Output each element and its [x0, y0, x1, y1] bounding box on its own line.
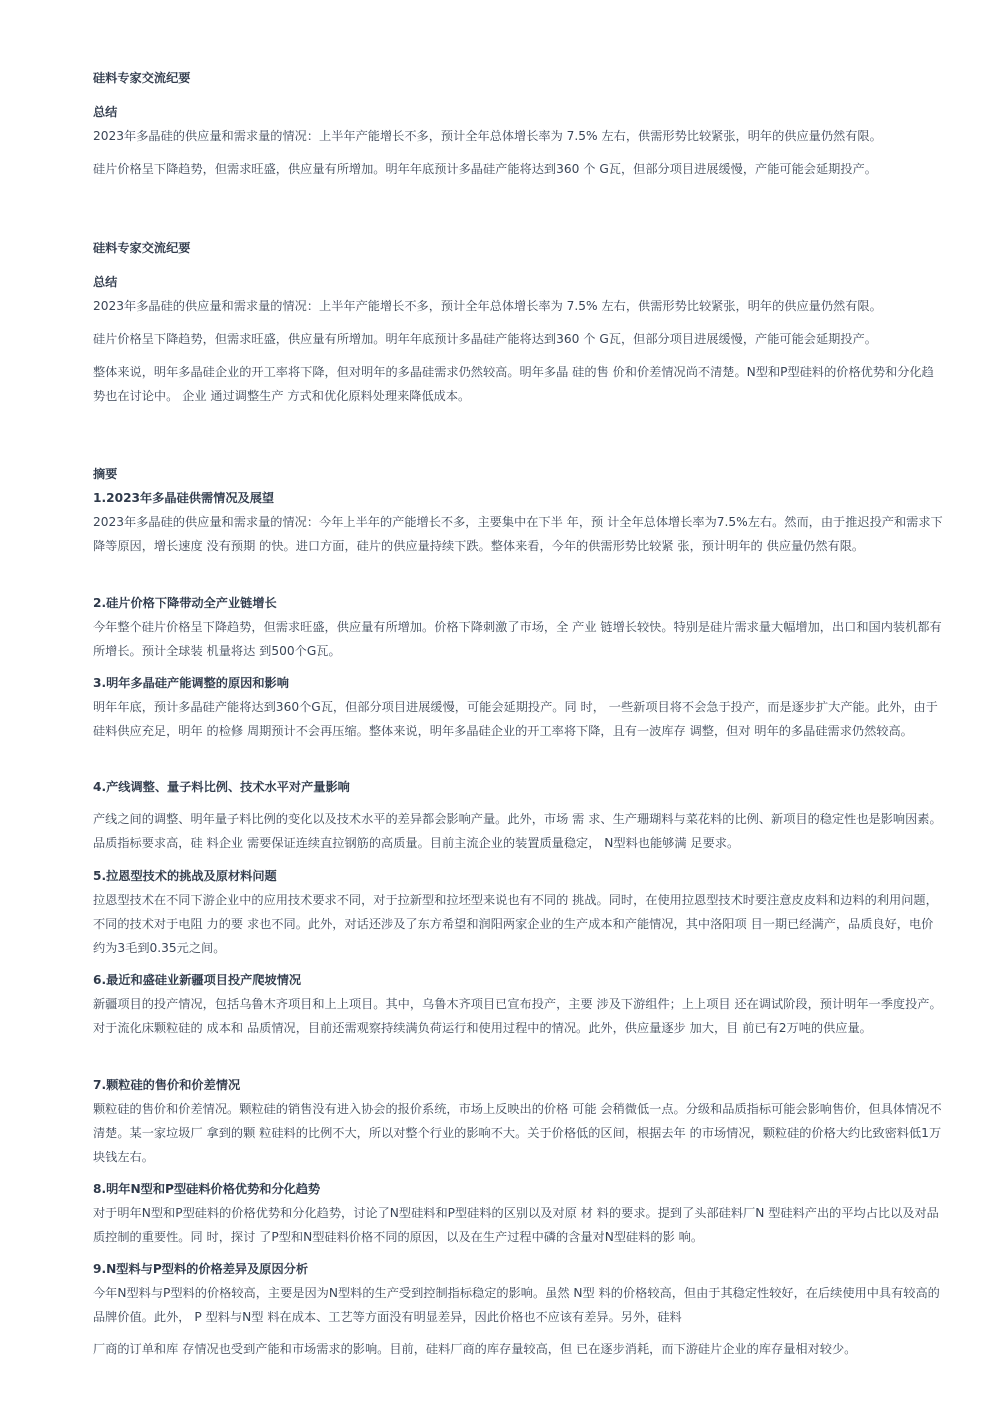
section-heading: 4.产线调整、量子料比例、技术水平对产量影响	[93, 780, 350, 794]
section-body: 2023年多晶硅的供应量和需求量的情况：今年上半年的产能增长不多，主要集中在下半 年，预 计全年总体增长率为7.5%左右。然而，由于推迟投产和需求下降等原因，增长速度 没有预期 的快。进口方面，硅片的供应量持续下跌。整体来看，今年的供需形势比较紧 张，预计明年的 供应量仍然有限。	[93, 515, 943, 553]
section-5	[93, 864, 943, 960]
block-1	[93, 66, 943, 181]
summary-label: 总结	[93, 275, 118, 289]
section-body: 明年年底，预计多晶硅产能将达到360个G瓦，但部分项目进展缓慢，可能会延期投产。同 时， 一些新项目将不会急于投产，而是逐步扩大产能。此外，由于硅料供应充足，明年 的检修 周期预计不会再压缩。整体来说，明年多晶硅企业的开工率将下降，且有一波库存 调整，但对 明年的多晶硅需求仍然较高。	[93, 700, 938, 738]
section-heading: 1.2023年多晶硅供需情况及展望	[93, 491, 275, 505]
section-7	[93, 1073, 943, 1169]
section-8	[93, 1177, 943, 1249]
section-body: 拉恩型技术在不同下游企业中的应用技术要求不同，对于拉新型和拉坯型来说也有不同的 挑战。同时，在使用拉恩型技术时要注意皮皮料和边料的利用问题，不同的技术对于电阻 力的要 求也不同。此外，对话还涉及了东方希望和润阳两家企业的生产成本和产能情况，其中洛阳项 目一期已经满产，品质良好，电价约为3毛到0.35元之间。	[93, 893, 938, 955]
paragraph: 硅片价格呈下降趋势，但需求旺盛，供应量有所增加。明年年底预计多晶硅产能将达到360 个 G瓦，但部分项目进展缓慢，产能可能会延期投产。	[93, 332, 877, 346]
section-1	[93, 486, 943, 558]
section-6	[93, 968, 943, 1040]
section-heading: 8.明年N型和P型硅料价格优势和分化趋势	[93, 1182, 321, 1196]
section-body: 产线之间的调整、明年量子料比例的变化以及技术水平的差异都会影响产量。此外，市场 需 求、生产珊瑚料与菜花料的比例、新项目的稳定性也是影响因素。品质指标要求高，硅 料企业 需要保证连续直拉钢筋的高质量。目前主流企业的装置质量稳定， N型料也能够满 足要求。	[93, 812, 942, 850]
block-2	[93, 236, 943, 408]
paragraph: 2023年多晶硅的供应量和需求量的情况：上半年产能增长不多，预计全年总体增长率为 7.5% 左右，供需形势比较紧张，明年的供应量仍然有限。	[93, 299, 882, 313]
section-heading: 6.最近和盛硅业新疆项目投产爬坡情况	[93, 973, 302, 987]
section-body: 颗粒硅的售价和价差情况。颗粒硅的销售没有进入协会的报价系统，市场上反映出的价格 可能 会稍微低一点。分级和品质指标可能会影响售价，但具体情况不清楚。某一家垃圾厂 拿到的颗 粒硅料的比例不大，所以对整个行业的影响不大。关于价格低的区间，根据去年 的市场情况，颗粒硅的价格大约比致密料低1万块钱左右。	[93, 1102, 942, 1164]
section-body: 对于明年N型和P型硅料的价格优势和分化趋势，讨论了N型硅料和P型硅料的区别以及对原 材 料的要求。提到了头部硅料厂N 型硅料产出的平均占比以及对品质控制的重要性。同 时，探讨 了P型和N型硅料价格不同的原因，以及在生产过程中磷的含量对N型硅料的影 响。	[93, 1206, 939, 1244]
paragraph: 整体来说，明年多晶硅企业的开工率将下降，但对明年的多晶硅需求仍然较高。明年多晶 硅的售 价和价差情况尚不清楚。N型和P型硅料的价格优势和分化趋势也在讨论中。 企业 通过调整生产 方式和优化原料处理来降低成本。	[93, 365, 934, 403]
section-body: 今年N型料与P型料的价格较高，主要是因为N型料的生产受到控制指标稳定的影响。虽然 N型 料的价格较高，但由于其稳定性较好，在后续使用中具有较高的品牌价值。此外， P 型料与N型 料在成本、工艺等方面没有明显差异，因此价格也不应该有差异。另外，硅料	[93, 1286, 940, 1324]
section-heading: 3.明年多晶硅产能调整的原因和影响	[93, 676, 289, 690]
doc-title: 硅料专家交流纪要	[93, 71, 191, 85]
section-body: 新疆项目的投产情况，包括乌鲁木齐项目和上上项目。其中，乌鲁木齐项目已宣布投产，主要 涉及下游组件；上上项目 还在调试阶段，预计明年一季度投产。对于流化床颗粒硅的 成本和 品质情况，目前还需观察持续满负荷运行和使用过程中的情况。此外，供应量逐步 加大，目 前已有2万吨的供应量。	[93, 997, 942, 1035]
section-9	[93, 1257, 943, 1361]
paragraph: 硅片价格呈下降趋势，但需求旺盛，供应量有所增加。明年年底预计多晶硅产能将达到360 个 G瓦，但部分项目进展缓慢，产能可能会延期投产。	[93, 162, 877, 176]
summary-label: 总结	[93, 105, 118, 119]
section-body: 今年整个硅片价格呈下降趋势，但需求旺盛，供应量有所增加。价格下降刺激了市场，全 产业 链增长较快。特别是硅片需求量大幅增加，出口和国内装机都有所增长。预计全球装 机量将达 到500个G瓦。	[93, 620, 942, 658]
abstract-label: 摘要	[93, 467, 118, 481]
section-3	[93, 671, 943, 743]
section-heading: 5.拉恩型技术的挑战及原材料问题	[93, 869, 277, 883]
paragraph: 2023年多晶硅的供应量和需求量的情况：上半年产能增长不多，预计全年总体增长率为 7.5% 左右，供需形势比较紧张，明年的供应量仍然有限。	[93, 129, 882, 143]
section-4	[93, 775, 943, 855]
section-2	[93, 591, 943, 663]
section-heading: 2.硅片价格下降带动全产业链增长	[93, 596, 277, 610]
section-heading: 9.N型料与P型料的价格差异及原因分析	[93, 1262, 309, 1276]
section-heading: 7.颗粒硅的售价和价差情况	[93, 1078, 241, 1092]
doc-title: 硅料专家交流纪要	[93, 241, 191, 255]
abstract	[93, 462, 943, 486]
section-body-continued: 厂商的订单和库 存情况也受到产能和市场需求的影响。目前，硅料厂商的库存量较高，但 已在逐步消耗，而下游硅片企业的库存量相对较少。	[93, 1342, 857, 1356]
